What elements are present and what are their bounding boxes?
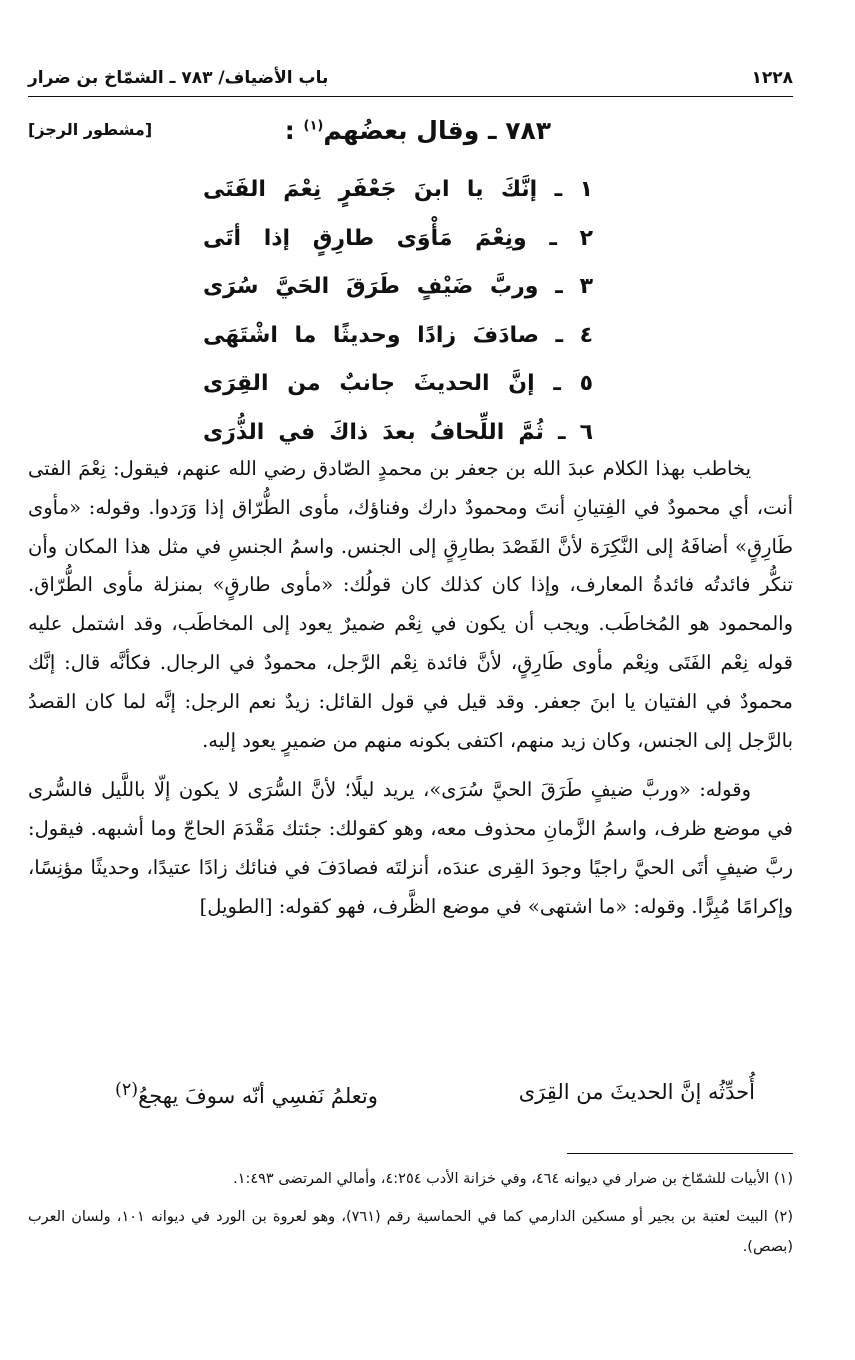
verse-5: ٥ ـ إنَّ الحديثَ جانبٌ من القِرَى	[203, 371, 593, 396]
page-number: ١٢٢٨	[751, 68, 793, 88]
meter-label: [مشطور الرجز]	[28, 120, 153, 139]
footnote-separator	[567, 1153, 793, 1154]
quoted-verse	[115, 1080, 755, 1120]
footnote-1: (١) الأبيات للشمّاخ بن ضرار في ديوانه ٤٦٤، وفي خزانة الأدب ٤:٢٥٤، وأمالي المرتضى ١:٤٩٣.	[233, 1171, 793, 1187]
footnotes	[28, 1164, 793, 1270]
commentary-paragraph-1: يخاطب بهذا الكلام عبدَ الله بن جعفر بن محمدٍ الصّادق رضي الله عنهم، فيقول: نِعْمَ الفتى أنت، أي محمودٌ في الفِتيانِ أنتَ ومحمودٌ دارك وفناؤك، مأوى الطُّرّاق إذا وَرَدوا. وقوله: «مأوى طَارِقٍ» أضافَهُ إلى النَّكِرَة لأنَّ القَصْدَ بطارِقٍ إلى الجنس. واسمُ الجنسِ في مثل هذا المكان وأن تنكُّر فائدتُه فائدةُ المعارف، وإذا كان كذلك كان قولُك: «مأوى طارقٍ» بمنزلة مأوى الطُّرّاق. والمحمود هو المُخاطَب. ويجب أن يكون في نِعْم ضميرٌ يعود إلى المخاطَب، وقد اشتمل عليه قوله نِعْم الفَتَى ونِعْم مأوى طَارِقٍ، لأنَّ فائدة نِعْم الرَّجل، محمودٌ في الرجال. فكأنَّه قال: إنَّك محمودٌ في الفتيان يا ابنَ جعفر. وقد قيل في قول القائل: زيدٌ نعم الرجل: إنَّه لما كان القصدُ بالرَّجل إلى الجنس، وكان زيد منهم، اكتفى بكونه منهم من ضميرٍ يعود إليه.	[28, 457, 793, 752]
footnote-marker-2: (٢)	[115, 1080, 139, 1100]
quoted-verse-second-half-text: وتعلمُ نَفسِي أنّه سوفَ يهجعُ	[138, 1084, 378, 1108]
running-head	[28, 62, 793, 97]
verse-6: ٦ ـ ثُمَّ اللِّحافُ بعدَ ذاكَ في الذُّرَى	[203, 419, 593, 445]
commentary-paragraph-2: وقوله: «وربَّ ضيفٍ طَرَقَ الحيَّ سُرَى»، يريد ليلًا؛ لأنَّ السُّرَى لا يكون إلّا باللَّيل فالسُّرى في موضع ظرف، واسمُ الزَّمانِ محذوف معه، وهو كقولك: جئتك مَقْدَمَ الحاجّ وما أشبهه. فيقول: ربَّ ضيفٍ أتَى الحيَّ راجيًا وجودَ القِرى عندَه، أنزلتَه فصادَفَ في فنائك زادًا عتيدًا، وحديثًا مؤنِسًا، وإكرامًا مُبِرًّا. وقوله: «ما اشتهى» في موضع الظَّرف، فهو كقوله: [الطويل]	[28, 778, 793, 918]
book-page	[28, 0, 793, 1360]
section-title: باب الأضياف/ ٧٨٣ ـ الشمّاخ بن ضرار	[28, 68, 329, 88]
verse-4: ٤ ـ صادَفَ زادًا وحديثًا ما اشْتَهَى	[203, 322, 593, 348]
quoted-verse-second-half	[115, 1080, 378, 1108]
verse-list	[203, 166, 593, 457]
footnote-marker-1: (١)	[303, 118, 324, 134]
poem-title	[285, 116, 551, 145]
verse-2: ٢ ـ ونِعْمَ مَأْوَى طارِقٍ إذا أتَى	[203, 225, 593, 251]
quoted-verse-first-half: أُحدِّثُه إنَّ الحديثَ من القِرَى	[518, 1080, 755, 1104]
poem-title-colon: :	[284, 116, 295, 145]
verse-1: ١ ـ إنَّكَ يا ابنَ جَعْفَرٍ نِعْمَ الفَتَى	[203, 177, 593, 202]
commentary	[28, 450, 793, 927]
poem-title-text: ٧٨٣ ـ وقال بعضُهم	[323, 116, 551, 145]
poem-heading	[28, 116, 793, 156]
verse-3: ٣ ـ وربَّ ضَيْفٍ طَرَقَ الحَيَّ سُرَى	[203, 274, 593, 299]
footnote-2: (٢) البيت لعتبة بن بجير أو مسكين الدارمي كما في الحماسية رقم (٧٦١)، وهو لعروة بن الورد في ديوانه ١٠١، ولسان العرب (بصص).	[28, 1209, 793, 1255]
